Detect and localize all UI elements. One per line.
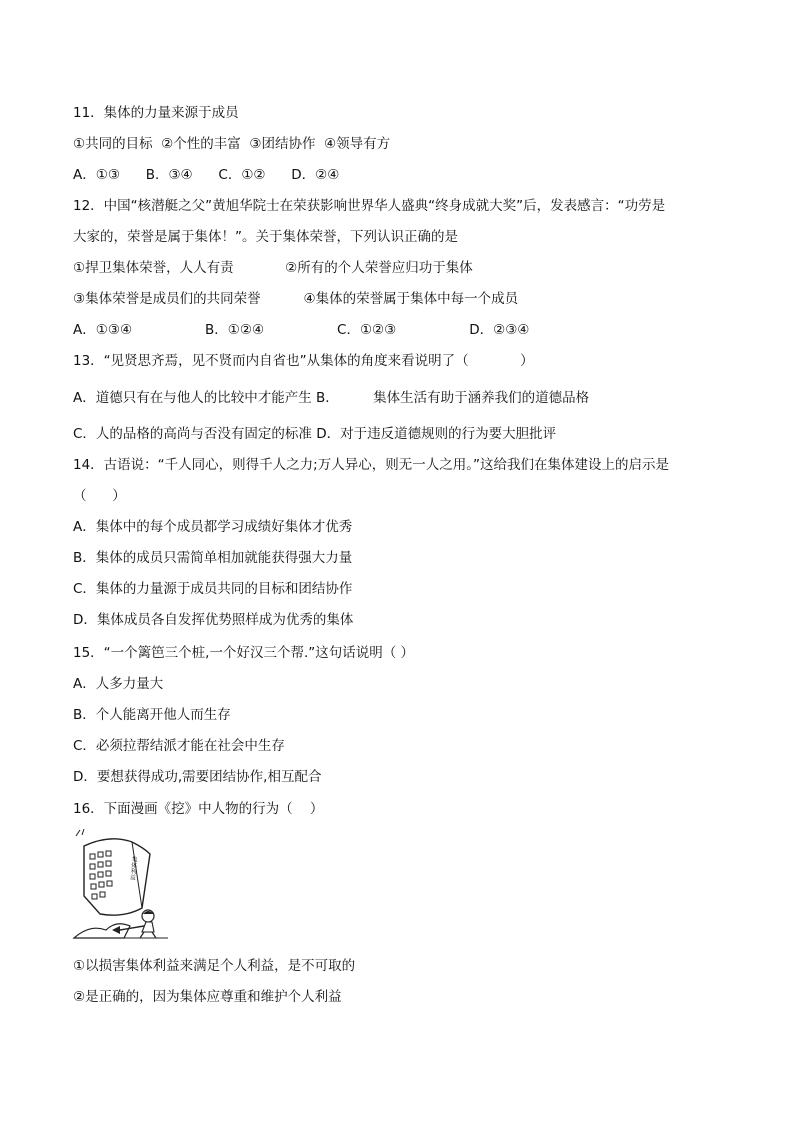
q15-choice-a: A．人多力量大 xyxy=(73,676,164,692)
q12-stem-line-1: 12．中国“核潜艇之父”黄旭华院士在荣获影响世界华人盛典“终身成就大奖”后，发表感言：“功劳是 xyxy=(73,198,666,214)
q14-stem-line-2: （ ） xyxy=(73,488,126,504)
q12-stem-line-2: 大家的，荣誉是属于集体！”。关于集体荣誉，下列认识正确的是 xyxy=(73,229,458,245)
q12-options-line-1: ①捍卫集体荣誉，人人有责 ②所有的个人荣誉应归功于集体 xyxy=(73,260,473,276)
q16-option-1: ①以损害集体利益来满足个人利益，是不可取的 xyxy=(73,958,356,974)
q15-choice-c: C．必须拉帮结派才能在社会中生存 xyxy=(73,738,285,754)
q15-choice-d: D．要想获得成功,需要团结协作,相互配合 xyxy=(73,769,322,785)
q14-choice-d: D．集体成员各自发挥优势照样成为优秀的集体 xyxy=(73,612,354,628)
cartoon-collective-interest-label: 集体利益 xyxy=(128,855,138,881)
q15-choice-b: B．个人能离开他人而生存 xyxy=(73,707,231,723)
q11-stem: 11．集体的力量来源于成员 xyxy=(73,105,239,121)
q14-choice-a: A．集体中的每个成员都学习成绩好集体才优秀 xyxy=(73,519,353,535)
q16-option-2: ②是正确的，因为集体应尊重和维护个人利益 xyxy=(73,989,342,1005)
q13-choices-ab: A．道德只有在与他人的比较中才能产生 B． 集体生活有助于涵养我们的道德品格 xyxy=(73,390,590,406)
q14-choice-b: B．集体的成员只需简单相加就能获得强大力量 xyxy=(73,550,353,566)
q16-stem: 16．下面漫画《挖》中人物的行为（ ） xyxy=(73,801,324,817)
q13-choices-cd: C．人的品格的高尚与否没有固定的标准 D．对于违反道德规则的行为要大胆批评 xyxy=(73,426,557,442)
q12-options-line-2: ③集体荣誉是成员们的共同荣誉 ④集体的荣誉属于集体中每一个成员 xyxy=(73,291,519,307)
q12-choices: A．①③④ B．①②④ C．①②③ D．②③④ xyxy=(73,322,530,338)
q15-stem: 15．“一个篱笆三个桩,一个好汉三个帮.”这句话说明（ ） xyxy=(73,645,415,661)
cartoon-dig-image xyxy=(70,826,170,944)
q14-choice-c: C．集体的力量源于成员共同的目标和团结协作 xyxy=(73,581,353,597)
q11-choices: A．①③ B．③④ C．①② D．②④ xyxy=(73,167,340,183)
q13-stem: 13．“见贤思齐焉，见不贤而内自省也”从集体的角度来看说明了（ ） xyxy=(73,353,534,369)
q14-stem-line-1: 14．古语说：“千人同心，则得千人之力;万人异心，则无一人之用。”这给我们在集体建设上的启示是 xyxy=(73,457,669,473)
q11-options: ①共同的目标 ②个性的丰富 ③团结协作 ④领导有方 xyxy=(73,136,391,152)
